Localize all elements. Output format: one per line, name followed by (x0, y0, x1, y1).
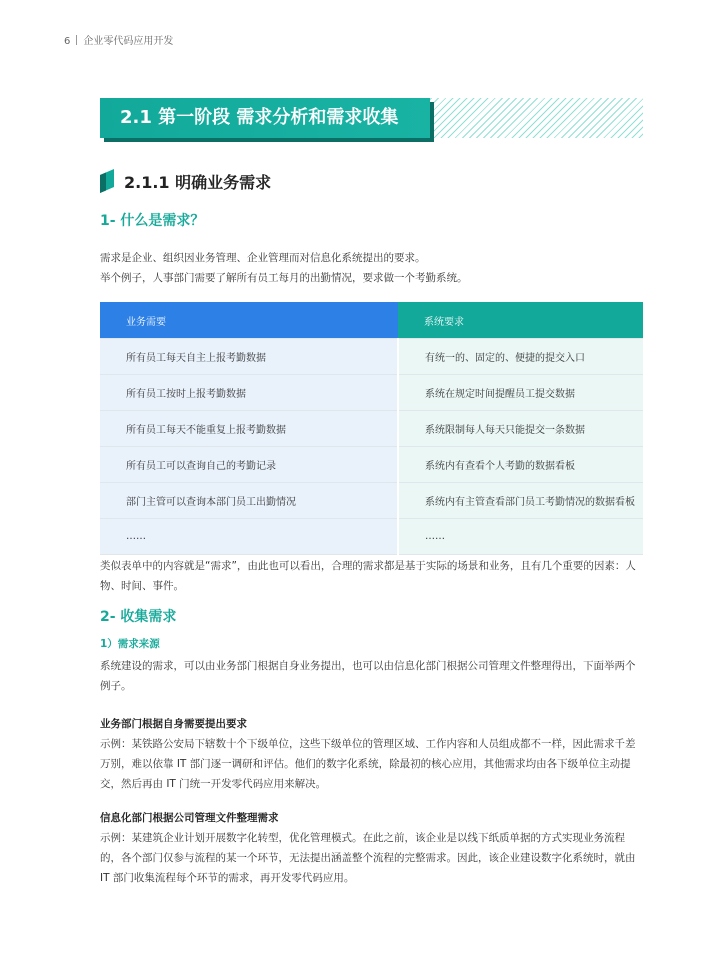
subsection-title: 2.1.1 明确业务需求 (124, 172, 272, 192)
summary-paragraph: 类似表单中的内容就是“需求”，由此也可以看出，合理的需求都是基于实际的场景和业务，且有几个重要的因素：人物、时间、事件。 (100, 560, 636, 592)
case1-title: 业务部门根据自身需要提出要求 (100, 718, 247, 730)
heading-requirement-source: 1）需求来源 (100, 638, 160, 650)
table-cell: 部门主管可以查询本部门员工出勤情况 (100, 483, 398, 519)
table-cell: …… (100, 519, 398, 555)
section-title: 2.1 第一阶段 需求分析和需求收集 (100, 98, 430, 138)
table-cell: 系统内有主管查看部门员工考勤情况的数据看板 (398, 483, 643, 519)
document-title: 企业零代码应用开发 (83, 36, 174, 47)
table-row (100, 447, 643, 483)
table-cell: …… (398, 519, 643, 555)
table-cell: 系统在规定时间提醒员工提交数据 (398, 375, 643, 411)
heading-what-is-requirement: 1- 什么是需求？ (100, 213, 205, 229)
table-cell: 系统内有查看个人考勤的数据看板 (398, 447, 643, 483)
table-cell: 系统限制每人每天只能提交一条数据 (398, 411, 643, 447)
case2-paragraph: 示例：某建筑企业计划开展数字化转型，优化管理模式。在此之前，该企业是以线下纸质单据的方式实现业务流程的，各个部门仅参与流程的某一个环节，无法提出涵盖整个流程的完整需求。因此，该企业建设数字化系统时，就由 IT 部门收集流程每个环节的需求，再开发零代码应用。 (100, 832, 636, 884)
header-divider (76, 35, 77, 45)
table-row (100, 519, 643, 555)
intro-line-2: 举个例子，人事部门需要了解所有员工每月的出勤情况，要求做一个考勤系统。 (100, 272, 468, 284)
table-cell: 所有员工按时上报考勤数据 (100, 375, 398, 411)
requirements-table (100, 302, 643, 555)
page-number: 6 (64, 36, 71, 47)
case2-title: 信息化部门根据公司管理文件整理需求 (100, 812, 279, 824)
table-header-row (100, 302, 643, 339)
case1-paragraph: 示例：某铁路公安局下辖数十个下级单位，这些下级单位的管理区域、工作内容和人员组成都不一样，因此需求千差万别，难以依靠 IT 部门逐一调研和评估。他们的数字化系统，除最初的核心应用，其他需求均由各下级单位主动提交，然后再由 IT 门统一开发零代码应用来解决。 (100, 738, 636, 790)
section-banner (100, 98, 643, 138)
source-paragraph: 系统建设的需求，可以由业务部门根据自身业务提出，也可以由信息化部门根据公司管理文件整理得出，下面举两个例子。 (100, 660, 636, 692)
page-header (64, 32, 173, 47)
table-row (100, 375, 643, 411)
intro-line-1: 需求是企业、组织因业务管理、企业管理而对信息化系统提出的要求。 (100, 252, 426, 264)
table-row (100, 339, 643, 375)
table-row (100, 483, 643, 519)
table-cell: 有统一的、固定的、便捷的提交入口 (398, 339, 643, 375)
table-row (100, 411, 643, 447)
table-cell: 所有员工每天不能重复上报考勤数据 (100, 411, 398, 447)
table-cell: 所有员工每天自主上报考勤数据 (100, 339, 398, 375)
column-header-system-requirement: 系统要求 (398, 302, 643, 339)
subsection-heading (100, 166, 271, 196)
column-header-business-need: 业务需要 (100, 302, 398, 339)
heading-collect-requirements: 2- 收集需求 (100, 609, 177, 625)
intro-paragraph (100, 248, 645, 288)
subsection-marker-icon (100, 169, 114, 193)
table-cell: 所有员工可以查询自己的考勤记录 (100, 447, 398, 483)
